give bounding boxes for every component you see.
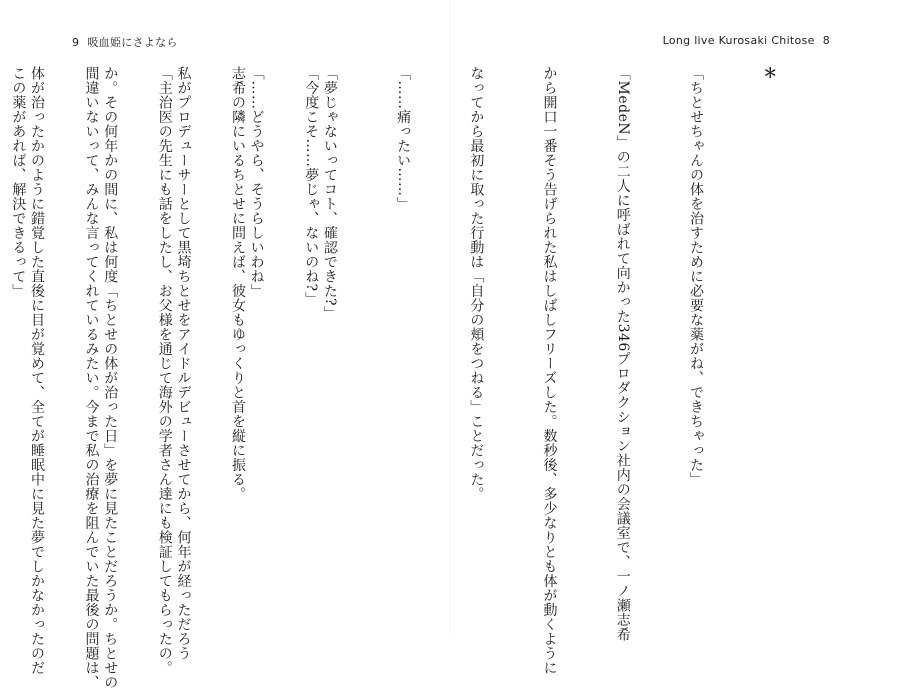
right-running-head bbox=[663, 34, 838, 47]
left-running-head bbox=[64, 34, 178, 50]
left-running-title: 吸血姫にさよなら bbox=[87, 36, 178, 49]
text-line: この薬があれば、解決できるって」 bbox=[10, 66, 27, 298]
text-line: か。その何年かの間に、私は何度「ちとせの体が治った日」を夢に見たことだろうか。ちとせの bbox=[102, 66, 119, 690]
text-line: 志希の隣にいるちとせに問えば、彼女もゆっくりと首を縦に振る。 bbox=[229, 66, 246, 501]
text-line: 「夢じゃないってコト、確認できた?」 bbox=[321, 66, 338, 321]
text-line: 体が治ったかのように錯覚した直後に目が覚めて、全てが睡眠中に見た夢でしかなかったのだ bbox=[29, 66, 45, 675]
right-running-title: Long live Kurosaki Chitose bbox=[662, 34, 815, 47]
text-line: 「ちとせちゃんの体を治すために必要な薬がね、できちゃった」 bbox=[687, 66, 704, 487]
text-line: 私がプロデューサーとして黒埼ちとせをアイドルデビューさせてから、何年が経っただろう bbox=[175, 66, 192, 661]
text-line: から開口一番そう告げられた私はしばしフリーズした。数秒後、多少なりとも体が動くように bbox=[541, 66, 558, 675]
left-page-number: 9 bbox=[72, 36, 80, 49]
right-page-number: 8 bbox=[822, 34, 830, 47]
text-line: なってから最初に取った行動は「自分の頬をつねる」ことだった。 bbox=[468, 66, 485, 501]
text-line: 「MedeN」の二人に呼ばれて向かった346プロダクション社内の会議室で、一ノ瀬志希 bbox=[614, 66, 631, 642]
text-line: 「……どうやら、そうらしいわね」 bbox=[248, 66, 265, 298]
text-line: 間違いないって、みんな言ってくれているみたい。今まで私の治療を阻んでいた最後の問題は、 bbox=[83, 66, 100, 690]
text-line: 「主治医の先生にも話をしたし、お父様を通じて海外の学者さん達にも検証してもらったの。 bbox=[156, 66, 173, 675]
text-line: 「今度こそ……夢じゃ、ないのね?」 bbox=[303, 66, 320, 307]
text-line: 「……痛ったい……」 bbox=[395, 66, 412, 211]
section-break-mark: ＊ bbox=[761, 66, 778, 81]
